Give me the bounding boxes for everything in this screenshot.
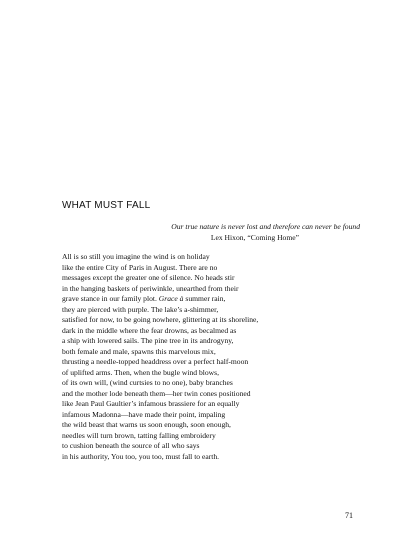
page-number: 71 xyxy=(345,511,353,520)
poem-line: in his authority, You too, you too, must fall to earth. xyxy=(62,451,220,461)
poem-line: and the mother lode beneath them—her twin cones positioned xyxy=(62,388,251,398)
poem-line: like the entire City of Paris in August. There are no xyxy=(62,262,218,272)
poem-line: they are pierced with purple. The lake’s a-shimmer, xyxy=(62,304,219,314)
poem-line: in the hanging baskets of periwinkle, unearthed from their xyxy=(62,283,239,293)
poem-line: the wild beast that warns us soon enough, soon enough, xyxy=(62,420,231,429)
poem-line: messages except the greater one of silence. No heads stir xyxy=(62,273,235,282)
poem-line: of uplifted arms. Then, when the bugle wind blows, xyxy=(62,367,219,377)
poem-title: WHAT MUST FALL xyxy=(62,200,151,211)
poem-line: dark in the middle where the fear drowns, as becalmed as xyxy=(62,325,237,335)
poem-body xyxy=(62,252,258,462)
poem-line: to cushion beneath the source of all who says xyxy=(62,441,200,450)
poem-line: infamous Madonna—have made their point, impaling xyxy=(62,409,226,419)
italic-phrase: Grace à xyxy=(158,294,184,303)
poem-line: like Jean Paul Gaultier’s infamous brassiere for an equally xyxy=(62,399,240,408)
poem-line: All is so still you imagine the wind is on holiday xyxy=(62,252,210,261)
epigraph-attribution: Lex Hixon, “Coming Home” xyxy=(210,232,299,242)
poem-line: needles will turn brown, tatting falling embroidery xyxy=(62,430,216,440)
poem-line: satisfied for now, to be going nowhere, glittering at its shoreline, xyxy=(62,315,259,324)
poem-line: both female and male, spawns this marvelous mix, xyxy=(62,346,216,356)
epigraph-quote: Our true nature is never lost and therefore can never be found xyxy=(171,222,360,231)
poem-line: of its own will, (wind curtsies to no one), baby branches xyxy=(62,378,233,387)
epigraph xyxy=(60,222,360,243)
poem-line: a ship with lowered sails. The pine tree in its androgyny, xyxy=(62,336,234,345)
poem-line: thrusting a needle-topped headdress over a perfect half-moon xyxy=(62,357,249,366)
poem-line: grave stance in our family plot. Grace à summer rain, xyxy=(62,294,226,303)
